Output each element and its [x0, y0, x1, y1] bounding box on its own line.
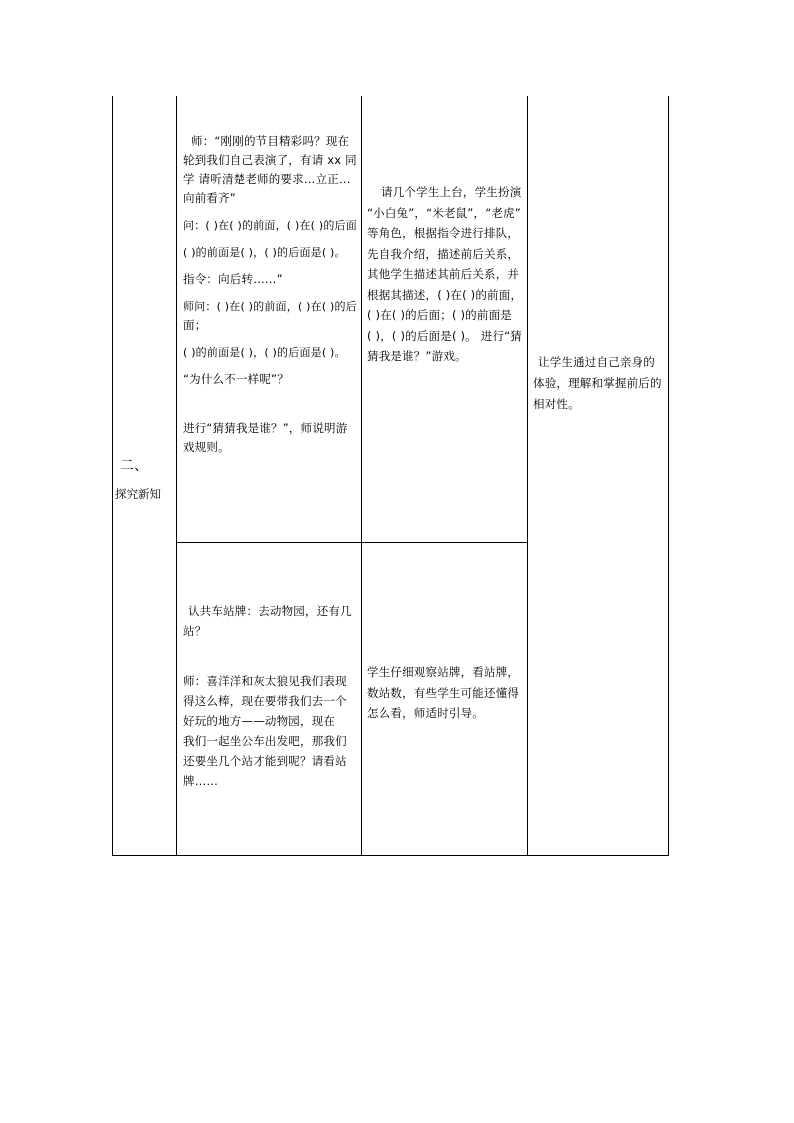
text-line: 还要坐几个站才能到呢？请看站 — [183, 754, 347, 768]
text-line: 牌…… — [183, 774, 219, 788]
row2-student-activity — [367, 662, 524, 724]
text-line: ( )的前面是( )，( )的后面是( )。 — [183, 246, 346, 259]
table-col-divider-1 — [176, 96, 177, 856]
text-line: “为什么不一样呢”？ — [183, 372, 289, 386]
table-row-divider — [176, 542, 528, 543]
row1-teacher-activity — [183, 132, 357, 457]
text-line: 轮到我们自己表演了，有请 xx 同 — [183, 153, 357, 167]
text-line: ( )，( )的后面是( )。 进行“猜 — [367, 328, 522, 343]
table-bottom-border — [112, 855, 669, 856]
text-line: 让学生通过自己亲身的 — [538, 355, 655, 369]
table-col-divider-3 — [527, 96, 528, 856]
text-line: ( )在( )的后面；( )的前面是 — [367, 308, 512, 322]
text-line: 面； — [183, 318, 207, 332]
text-line: “小白兔”，“米老鼠”，“老虎” — [367, 205, 521, 220]
text-line: 进行“猜猜我是谁？”，师说明游 — [183, 421, 348, 435]
text-line: 等角色，根据指令进行排队， — [367, 226, 520, 240]
text-line: 向前看齐” — [183, 191, 236, 205]
row1-student-activity — [367, 182, 524, 367]
text-line: 指令：向后转……” — [183, 272, 283, 286]
text-line: 猜我是谁？”游戏。 — [367, 349, 467, 363]
text-line: 根据其描述，( )在( )的前面， — [367, 287, 523, 302]
text-line: 得这么棒，现在要带我们去一个 — [183, 694, 347, 708]
design-intent — [533, 352, 666, 415]
section-number: 二、 — [120, 458, 148, 474]
text-line: 其他学生描述其前后关系，并 — [367, 267, 520, 281]
text-line: 师：喜洋洋和灰太狼见我们表现 — [183, 674, 347, 688]
text-line: 请几个学生上台，学生扮演 — [381, 185, 522, 199]
text-line: 好玩的地方——动物园，现在 — [183, 714, 336, 728]
text-line: 数站数，有些学生可能还懂得 — [367, 685, 520, 700]
text-line: ( )的前面是( )，( )的后面是( )。 — [183, 346, 346, 359]
text-line: 师：“刚刚的节目精彩吗？现在 — [191, 134, 350, 148]
text-line: 问：( )在( )的前面，( )在( )的后面 — [183, 219, 357, 232]
text-line: 学 请听清楚老师的要求…立正… — [183, 172, 351, 186]
text-line: 学生仔细观察站牌，看站牌， — [367, 665, 520, 679]
text-line: 体验，理解和掌握前后的 — [533, 376, 662, 390]
text-line: 怎么看，师适时引导。 — [367, 706, 484, 720]
row2-teacher-activity — [183, 601, 357, 791]
text-line: 师问：( )在( )的前面，( )在( )的后 — [183, 300, 357, 313]
text-line: 认共车站牌：去动物园，还有几 — [188, 604, 352, 618]
text-line: 相对性。 — [533, 397, 580, 411]
text-line: 站？ — [183, 624, 207, 638]
text-line: 我们一起坐公车出发吧，那我们 — [183, 734, 347, 748]
text-line: 戏规则。 — [183, 440, 230, 454]
section-title: 探究新知 — [115, 487, 161, 501]
table-col-divider-2 — [361, 96, 362, 856]
table-right-border — [668, 96, 669, 856]
table-left-border — [112, 96, 113, 856]
text-line: 先自我介绍，描述前后关系， — [367, 246, 520, 261]
